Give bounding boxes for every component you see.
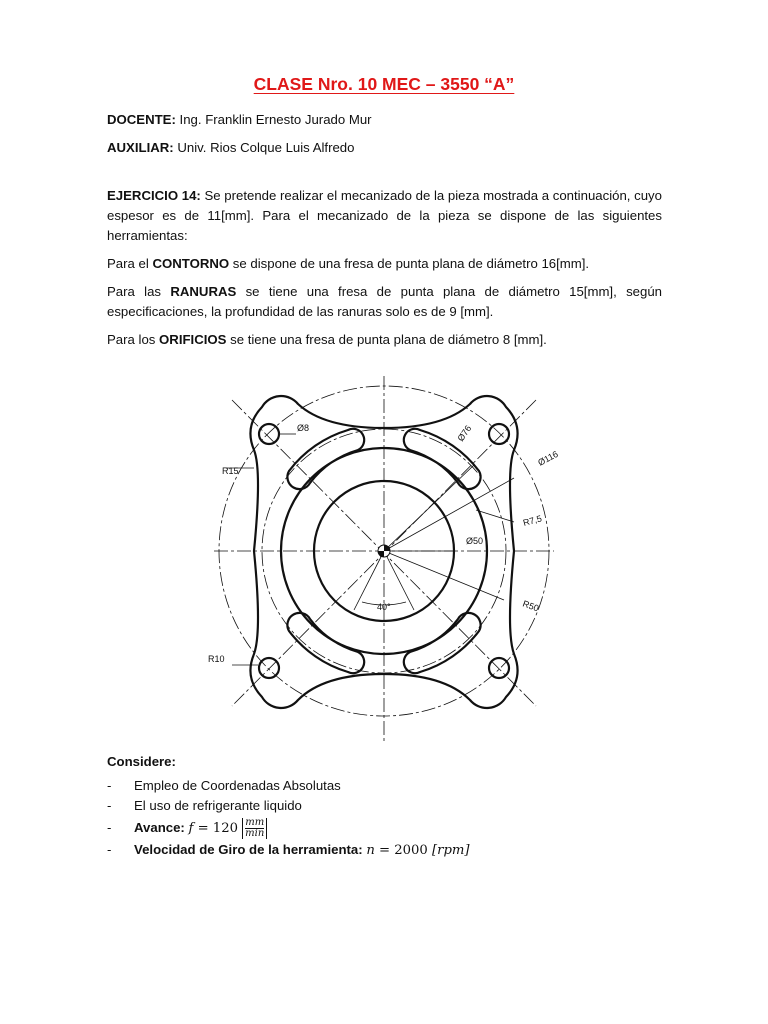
- orificios-post: se tiene una fresa de punta plana de diámetro 8 [mm].: [226, 332, 547, 347]
- ranuras-paragraph: [107, 282, 662, 322]
- label-r15: R15: [222, 466, 239, 476]
- label-d116: Ø116: [536, 448, 560, 468]
- list-item: - El uso de refrigerante liquido: [107, 798, 302, 813]
- docente-value: Ing. Franklin Ernesto Jurado Mur: [175, 112, 372, 127]
- center-lines: [214, 376, 554, 742]
- ranuras-post: se tiene una fresa de punta plana de diámetro 15[mm], según especificaciones, la profundidad de las ranuras solo es de 9 [mm].: [107, 284, 663, 319]
- docente-line: [107, 110, 662, 130]
- item-text: Empleo de Coordenadas Absolutas: [134, 778, 341, 793]
- considerations-list: [107, 776, 470, 860]
- contorno-post: se dispone de una fresa de punta plana de diámetro 16[mm].: [229, 256, 590, 271]
- unit-den: min: [245, 828, 265, 840]
- velocidad-label: Velocidad de Giro de la herramienta:: [134, 842, 367, 857]
- label-d76: Ø76: [455, 423, 474, 444]
- docente-label: DOCENTE:: [107, 112, 176, 127]
- label-r75: R7,5: [521, 513, 543, 528]
- velocidad-eq: = 2000: [374, 843, 433, 858]
- item-text: El uso de refrigerante liquido: [134, 798, 302, 813]
- label-d50: Ø50: [466, 536, 484, 546]
- orificios-key: ORIFICIOS: [159, 332, 227, 347]
- ranuras-pre: Para las: [107, 284, 171, 299]
- label-r10: R10: [208, 654, 225, 664]
- list-item: - Velocidad de Giro de la herramienta: n = 2000 [rpm]: [107, 842, 470, 858]
- label-r50: R50: [521, 598, 541, 614]
- contorno-key: CONTORNO: [152, 256, 230, 271]
- list-item: - Empleo de Coordenadas Absolutas: [107, 778, 341, 793]
- considere-heading: Considere:: [107, 754, 176, 769]
- unit-num: mm: [245, 817, 265, 829]
- avance-label: Avance:: [134, 820, 189, 835]
- orificios-paragraph: [107, 330, 662, 350]
- technical-drawing: [208, 370, 560, 746]
- auxiliar-value: Univ. Rios Colque Luis Alfredo: [173, 140, 355, 155]
- ejercicio-paragraph: [107, 186, 662, 246]
- ejercicio-label: EJERCICIO 14:: [107, 188, 201, 203]
- contorno-paragraph: [107, 254, 662, 274]
- avance-unit: [242, 818, 267, 839]
- orificios-pre: Para los: [107, 332, 160, 347]
- auxiliar-line: [107, 138, 662, 158]
- ranuras-key: RANURAS: [170, 284, 237, 299]
- avance-var: f: [188, 821, 194, 836]
- velocidad-var: n: [366, 843, 375, 858]
- label-a40: 40°: [377, 602, 391, 612]
- ejercicio-text: Se pretende realizar el mecanizado de la pieza mostrada a continuación, cuyo espesor es de 11[mm]. Para el mecanizado de la pieza se dispone de las siguientes herramientas:: [107, 188, 662, 243]
- label-d8: Ø8: [297, 423, 310, 433]
- avance-eq: = 120: [193, 821, 243, 836]
- auxiliar-label: AUXILIAR:: [107, 140, 174, 155]
- list-item: - Avance: f = 120 $\frac{mm}{\min}$: [107, 816, 470, 840]
- page-title: CLASE Nro. 10 MEC – 3550 “A”: [253, 74, 515, 94]
- contorno-pre: Para el: [107, 256, 153, 271]
- dimension-lines: [226, 434, 514, 665]
- velocidad-unit: [rpm]: [432, 843, 470, 858]
